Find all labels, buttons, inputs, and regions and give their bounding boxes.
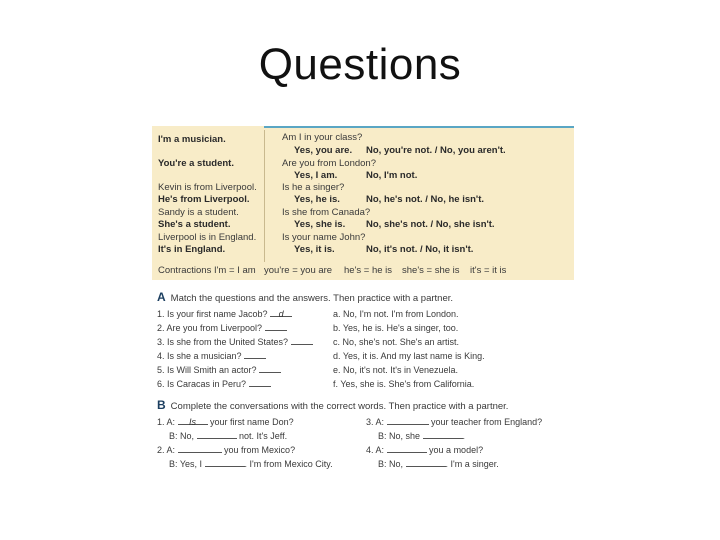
statement-5: Sandy is a student. bbox=[158, 207, 239, 218]
exercise-a-question: 3. Is she from the United States? bbox=[157, 336, 313, 348]
contraction-5: it's = it is bbox=[470, 265, 507, 276]
slide-title: Questions bbox=[258, 40, 462, 89]
fill-blank[interactable] bbox=[423, 430, 463, 439]
no-answer-3: No, he's not. / No, he isn't. bbox=[366, 194, 484, 205]
conversation-4-line-b: B: No, . I'm a singer. bbox=[378, 459, 499, 469]
contraction-3: he's = he is bbox=[344, 265, 393, 276]
conversation-4-line-a: 4. A: you a model? bbox=[366, 445, 484, 455]
conversation-2-line-b: B: Yes, I . I'm from Mexico City. bbox=[169, 459, 333, 469]
exercise-b-heading bbox=[157, 399, 508, 413]
exercise-a-answer-option: d. Yes, it is. And my last name is King. bbox=[333, 351, 485, 361]
contraction-1: Contractions I'm = I am bbox=[158, 265, 256, 276]
statement-8: It's in England. bbox=[158, 244, 226, 255]
box-top-rule bbox=[264, 126, 574, 128]
question-2: Are you from London? bbox=[282, 158, 377, 169]
exercise-a-heading bbox=[157, 291, 453, 305]
fill-blank[interactable] bbox=[178, 444, 222, 453]
exercise-a-question: 5. Is Will Smith an actor? bbox=[157, 364, 281, 376]
exercise-a-question: 6. Is Caracas in Peru? bbox=[157, 378, 271, 390]
exercise-a-answer-option: a. No, I'm not. I'm from London. bbox=[333, 309, 459, 319]
statement-7: Liverpool is in England. bbox=[158, 232, 257, 243]
answer-blank[interactable] bbox=[291, 336, 313, 345]
yes-answer-3: Yes, he is. bbox=[294, 194, 340, 205]
fill-blank[interactable] bbox=[406, 458, 446, 467]
exercise-a-question: 1. Is your first name Jacob? d bbox=[157, 308, 292, 320]
answer-blank[interactable] bbox=[259, 364, 281, 373]
answer-blank[interactable]: d bbox=[270, 308, 292, 317]
conversation-3-line-a: 3. A: your teacher from England? bbox=[366, 417, 543, 427]
answer-blank[interactable] bbox=[265, 322, 287, 331]
conversation-3-line-b: B: No, she . bbox=[378, 431, 466, 441]
statement-2: You're a student. bbox=[158, 158, 234, 169]
exercise-a-answer-option: b. Yes, he is. He's a singer, too. bbox=[333, 323, 459, 333]
fill-blank[interactable]: Is bbox=[178, 416, 208, 425]
conversation-1-line-b: B: No, not. It's Jeff. bbox=[169, 431, 288, 441]
yes-answer-5: Yes, it is. bbox=[294, 244, 335, 255]
yes-answer-4: Yes, she is. bbox=[294, 219, 346, 230]
contraction-4: she's = she is bbox=[402, 265, 460, 276]
exercise-a-answer-option: e. No, it's not. It's in Venezuela. bbox=[333, 365, 459, 375]
contraction-2: you're = you are bbox=[264, 265, 333, 276]
fill-blank[interactable] bbox=[197, 430, 237, 439]
exercise-a-instruction: Match the questions and the answers. Then practice with a partner. bbox=[170, 293, 454, 304]
exercise-a-letter: A bbox=[157, 290, 166, 304]
grammar-box bbox=[152, 126, 574, 280]
exercise-a-question: 2. Are you from Liverpool? bbox=[157, 322, 287, 334]
statement-4: He's from Liverpool. bbox=[158, 194, 250, 205]
box-divider bbox=[264, 130, 265, 262]
yes-answer-1: Yes, you are. bbox=[294, 145, 353, 156]
exercise-b-instruction: Complete the conversations with the correct words. Then practice with a partner. bbox=[170, 401, 509, 412]
fill-blank[interactable] bbox=[387, 416, 429, 425]
question-5: Is your name John? bbox=[282, 232, 366, 243]
fill-blank[interactable] bbox=[387, 444, 427, 453]
question-1: Am I in your class? bbox=[282, 132, 363, 143]
exercise-a-question: 4. Is she a musician? bbox=[157, 350, 266, 362]
no-answer-1: No, you're not. / No, you aren't. bbox=[366, 145, 506, 156]
statement-6: She's a student. bbox=[158, 219, 231, 230]
conversation-1-line-a: 1. A: Is your first name Don? bbox=[157, 417, 294, 427]
fill-blank[interactable] bbox=[205, 458, 245, 467]
no-answer-4: No, she's not. / No, she isn't. bbox=[366, 219, 495, 230]
statement-3: Kevin is from Liverpool. bbox=[158, 182, 257, 193]
no-answer-5: No, it's not. / No, it isn't. bbox=[366, 244, 474, 255]
exercise-b-letter: B bbox=[157, 398, 166, 412]
exercise-a-answer-option: f. Yes, she is. She's from California. bbox=[333, 379, 475, 389]
question-3: Is he a singer? bbox=[282, 182, 345, 193]
exercise-a-answer-option: c. No, she's not. She's an artist. bbox=[333, 337, 459, 347]
conversation-2-line-a: 2. A: you from Mexico? bbox=[157, 445, 296, 455]
statement-1: I'm a musician. bbox=[158, 134, 226, 145]
yes-answer-2: Yes, I am. bbox=[294, 170, 338, 181]
question-4: Is she from Canada? bbox=[282, 207, 371, 218]
answer-blank[interactable] bbox=[249, 378, 271, 387]
answer-blank[interactable] bbox=[244, 350, 266, 359]
no-answer-2: No, I'm not. bbox=[366, 170, 418, 181]
